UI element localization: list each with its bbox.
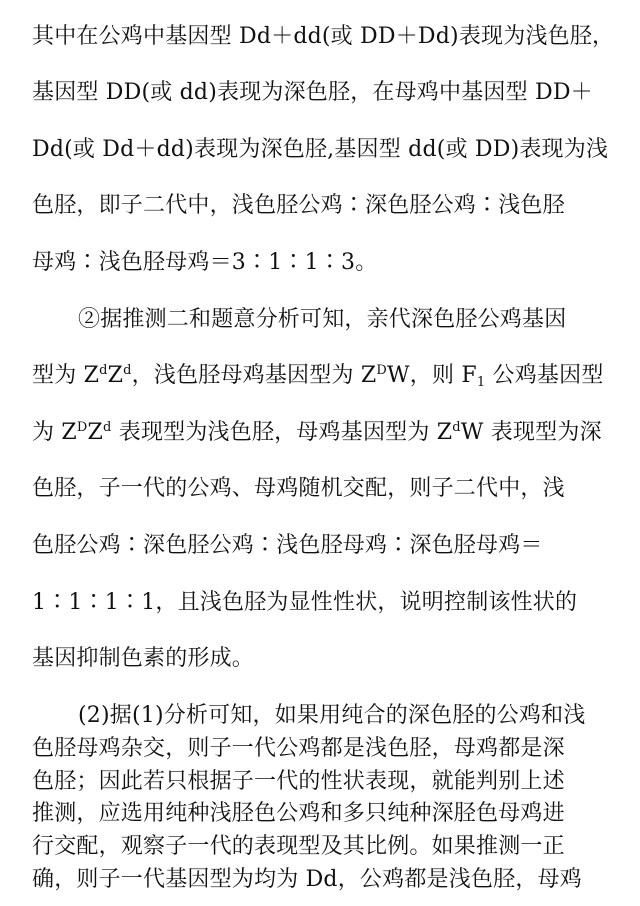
paragraph-2-line-6: 1∶1∶1∶1，且浅色胫为显性性状，说明控制该性状的 [32,590,578,615]
paragraph-3-line-5: 行交配，观察子一代的表现型及其比例。如果推测一正 [32,834,565,859]
paragraph-3-line-2: 色胫母鸡杂交，则子一代公鸡都是浅色胫，母鸡都是深 [32,736,565,761]
paragraph-2-line-1: ②据推测二和题意分析可知，亲代深色胫公鸡基因 [78,307,567,332]
subscript: 1 [476,375,486,390]
paragraph-3-line-3: 色胫；因此若只根据子一代的性状表现，就能判别上述 [32,769,565,794]
paragraph-1-line-3: Dd(或 Dd＋dd)表现为深色胫,基因型 dd(或 DD)表现为浅 [32,137,609,162]
superscript: d [99,363,108,378]
superscript: D [376,363,387,378]
paragraph-1-line-2: 基因型 DD(或 dd)表现为深色胫，在母鸡中基因型 DD＋ [32,80,593,105]
paragraph-2-line-2: 型为 $Z^dZ^d$，浅色胫母鸡基因型为 $Z^DW$，则 $F_1$ 公鸡基因型 [32,363,604,390]
superscript: d [103,420,112,435]
paragraph-1-line-1: 其中在公鸡中基因型 Dd＋dd(或 DD＋Dd)表现为浅色胫， [32,24,614,49]
paragraph-3-line-4: 推测，应选用纯种浅胫色公鸡和多只纯种深胫色母鸡进 [32,801,565,826]
paragraph-2-line-4: 色胫，子一代的公鸡、母鸡随机交配，则子二代中，浅 [32,476,565,501]
paragraph-3-line-1: (2)据(1)分析可知，如果用纯合的深色胫的公鸡和浅 [78,703,586,728]
paragraph-1-line-5: 母鸡∶浅色胫母鸡＝3∶1∶1∶3。 [32,250,378,275]
superscript: D [76,420,88,435]
paragraph-1-line-4: 色胫，即子二代中，浅色胫公鸡∶深色胫公鸡∶浅色胫 [32,193,565,218]
paragraph-2-line-7: 基因抑制色素的形成。 [32,646,255,671]
paragraph-2-line-5: 色胫公鸡∶深色胫公鸡∶浅色胫母鸡∶深色胫母鸡＝ [32,533,543,558]
superscript: d [123,363,132,378]
paragraph-2-line-3: 为 $Z^DZ^d$ 表现型为浅色胫，母鸡基因型为 $Z^dW$ 表现型为深 [32,420,602,445]
paragraph-3-line-6: 确，则子一代基因型为均为 Dd，公鸡都是浅色胫，母鸡 [32,867,582,892]
superscript: d [452,420,461,435]
